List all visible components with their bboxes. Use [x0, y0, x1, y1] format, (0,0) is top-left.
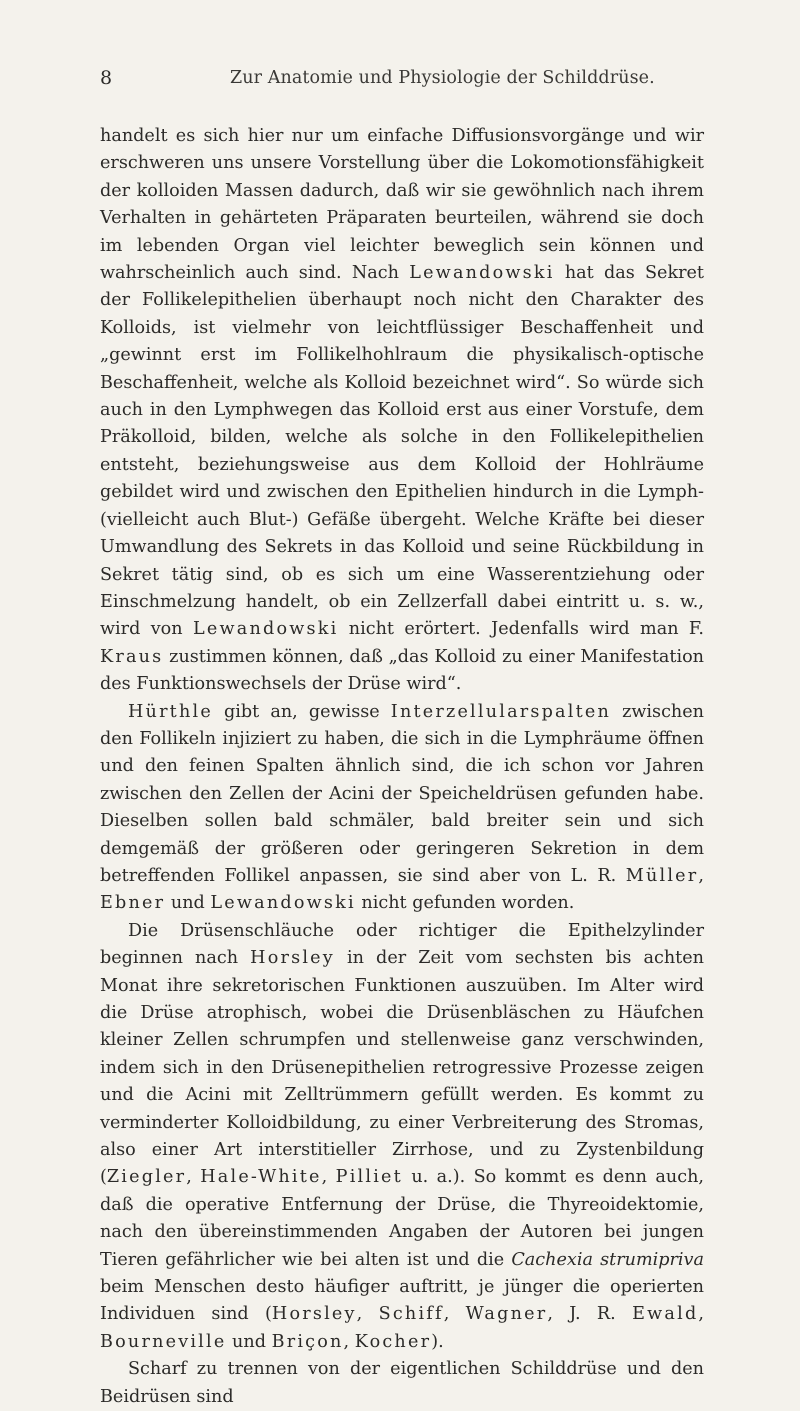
text-run: , J. R. — [547, 1304, 633, 1325]
text-run: ). — [431, 1331, 444, 1352]
author-name: Lewandowski — [193, 619, 339, 640]
text-run: zwischen den Follikeln injiziert zu haben, die sich in die Lymphräume öffnen und den feinen Spalten ähnlich sind, die ich schon vor Jahren zwischen den Zellen der Acini der Speicheldrüsen gefunden habe. Dieselben sollen bald schmäler, bald breiter sein und sich demgemäß der größeren oder geringeren Sekretion in dem betreffenden Follikel anpassen, sie sind aber von L. R. — [100, 701, 704, 886]
text-run: , — [186, 1167, 201, 1188]
page-number: 8 — [100, 67, 113, 89]
author-name: Kocher — [354, 1331, 432, 1352]
author-name: Bourneville — [100, 1331, 227, 1352]
italic-term: Cachexia strumipriva — [511, 1249, 704, 1270]
paragraph — [100, 123, 704, 699]
text-run: handelt es sich hier nur um einfache Diffusionsvorgänge und wir erschweren uns unsere Vorstellung über die Lokomotionsfähigkeit der kolloiden Massen dadurch, daß wir sie gewöhnlich nach ihrem Verhalten in gehärteten Präparaten beurteilen, während sie doch im lebenden Organ viel leichter beweglich sein können und wahrscheinlich auch sind. Nach — [100, 126, 704, 284]
text-run: , — [443, 1304, 466, 1325]
text-run: beim Menschen desto häufiger auftritt, je jünger die operierten Individuen sind ( — [100, 1277, 704, 1325]
running-title: Zur Anatomie und Physiologie der Schilddrüse. — [230, 68, 655, 88]
author-name: Schiff — [378, 1304, 444, 1325]
text-run: hat das Sekret der Follikelepithelien überhaupt noch nicht den Charakter des Kolloids, ist vielmehr von leichtflüssiger Beschaffenheit und „gewinnt erst im Follikelhohlraum die physikalisch-optische Beschaffenheit, welche als Kolloid bezeichnet wird“. So würde sich auch in den Lymphwegen das Kolloid erst aus einer Vorstufe, dem Präkolloid, bilden, welche als solche in den Follikelepithelien entsteht, beziehungsweise aus dem Kolloid der Hohlräume gebildet wird und zwischen den Epithelien hindurch in die Lymph- (vielleicht auch Blut-) Gefäße übergeht. Welche Kräfte bei dieser Umwandlung des Sekrets in das Kolloid und seine Rückbildung in Sekret tätig sind, ob es sich um eine Wasserentziehung oder Einschmelzung handelt, ob ein Zellzerfall dabei eintritt u. s. w., wird von — [100, 263, 704, 640]
author-name: Kraus — [100, 646, 164, 667]
author-name: Wagner — [465, 1304, 548, 1325]
text-run: u. a.). So kommt es denn auch, daß die operative Entfernung der Drüse, die Thyreoidektomie, nach den übereinstimmenden Angaben der Autoren bei jungen Tieren gefährlicher wie bei alten ist und die — [100, 1167, 704, 1270]
author-name: Lewandowski — [409, 263, 555, 284]
text-run: , — [343, 1331, 355, 1352]
author-name: Ebner — [100, 893, 166, 914]
text-run: und — [165, 893, 211, 914]
text-run: und — [226, 1331, 272, 1352]
author-name: Horsley — [271, 1304, 357, 1325]
text-run: Die Drüsenschläuche oder richtiger die Epithelzylinder beginnen nach — [100, 920, 704, 969]
text-run: nicht gefunden worden. — [355, 893, 575, 914]
text-run: , — [356, 1304, 379, 1325]
text-run: in der Zeit vom sechsten bis achten Monat ihre sekretorischen Funktionen auszuüben. Im Alter wird die Drüse atrophisch, wobei die Drüsenbläschen zu Häufchen kleiner Zellen schrumpfen und stellenweise ganz verschwinden, indem sich in den Drüsenepithelien retrogressive Prozesse zeigen und die Acini mit Zelltrümmern gefüllt werden. Es kommt zu verminderter Kolloidbildung, zu einer Verbreiterung des Stromas, also einer Art interstitieller Zirrhose, und zu Zystenbildung ( — [100, 948, 704, 1188]
author-name: Ziegler — [106, 1167, 187, 1188]
paragraph — [100, 918, 704, 1357]
body-text — [100, 123, 704, 1411]
author-name: Ewald — [632, 1304, 699, 1325]
text-run: , — [698, 1304, 704, 1325]
text-run: , — [321, 1167, 336, 1188]
author-name: Müller — [625, 865, 699, 886]
text-run: , — [698, 865, 704, 886]
page-header — [100, 67, 700, 89]
text-run: gibt an, gewisse — [212, 701, 391, 722]
author-name: Hale-White — [200, 1167, 322, 1188]
paragraph — [100, 1356, 704, 1411]
text-run: zustimmen können, daß „das Kolloid zu einer Manifestation des Funktionswechsels der Drüse wird“. — [100, 646, 704, 695]
text-run: Scharf zu trennen von der eigentlichen Schilddrüse und den Beidrüsen sind — [100, 1359, 704, 1407]
text-run: nicht erörtert. Jedenfalls wird man F. — [338, 619, 704, 640]
author-name: Hürthle — [128, 701, 213, 722]
author-name: Briçon — [271, 1331, 344, 1352]
author-name: Horsley — [250, 948, 335, 969]
author-name: Pilliet — [335, 1167, 403, 1188]
paragraph — [100, 699, 704, 918]
author-name: Lewandowski — [210, 893, 356, 914]
author-name: Interzellularspalten — [390, 701, 611, 722]
